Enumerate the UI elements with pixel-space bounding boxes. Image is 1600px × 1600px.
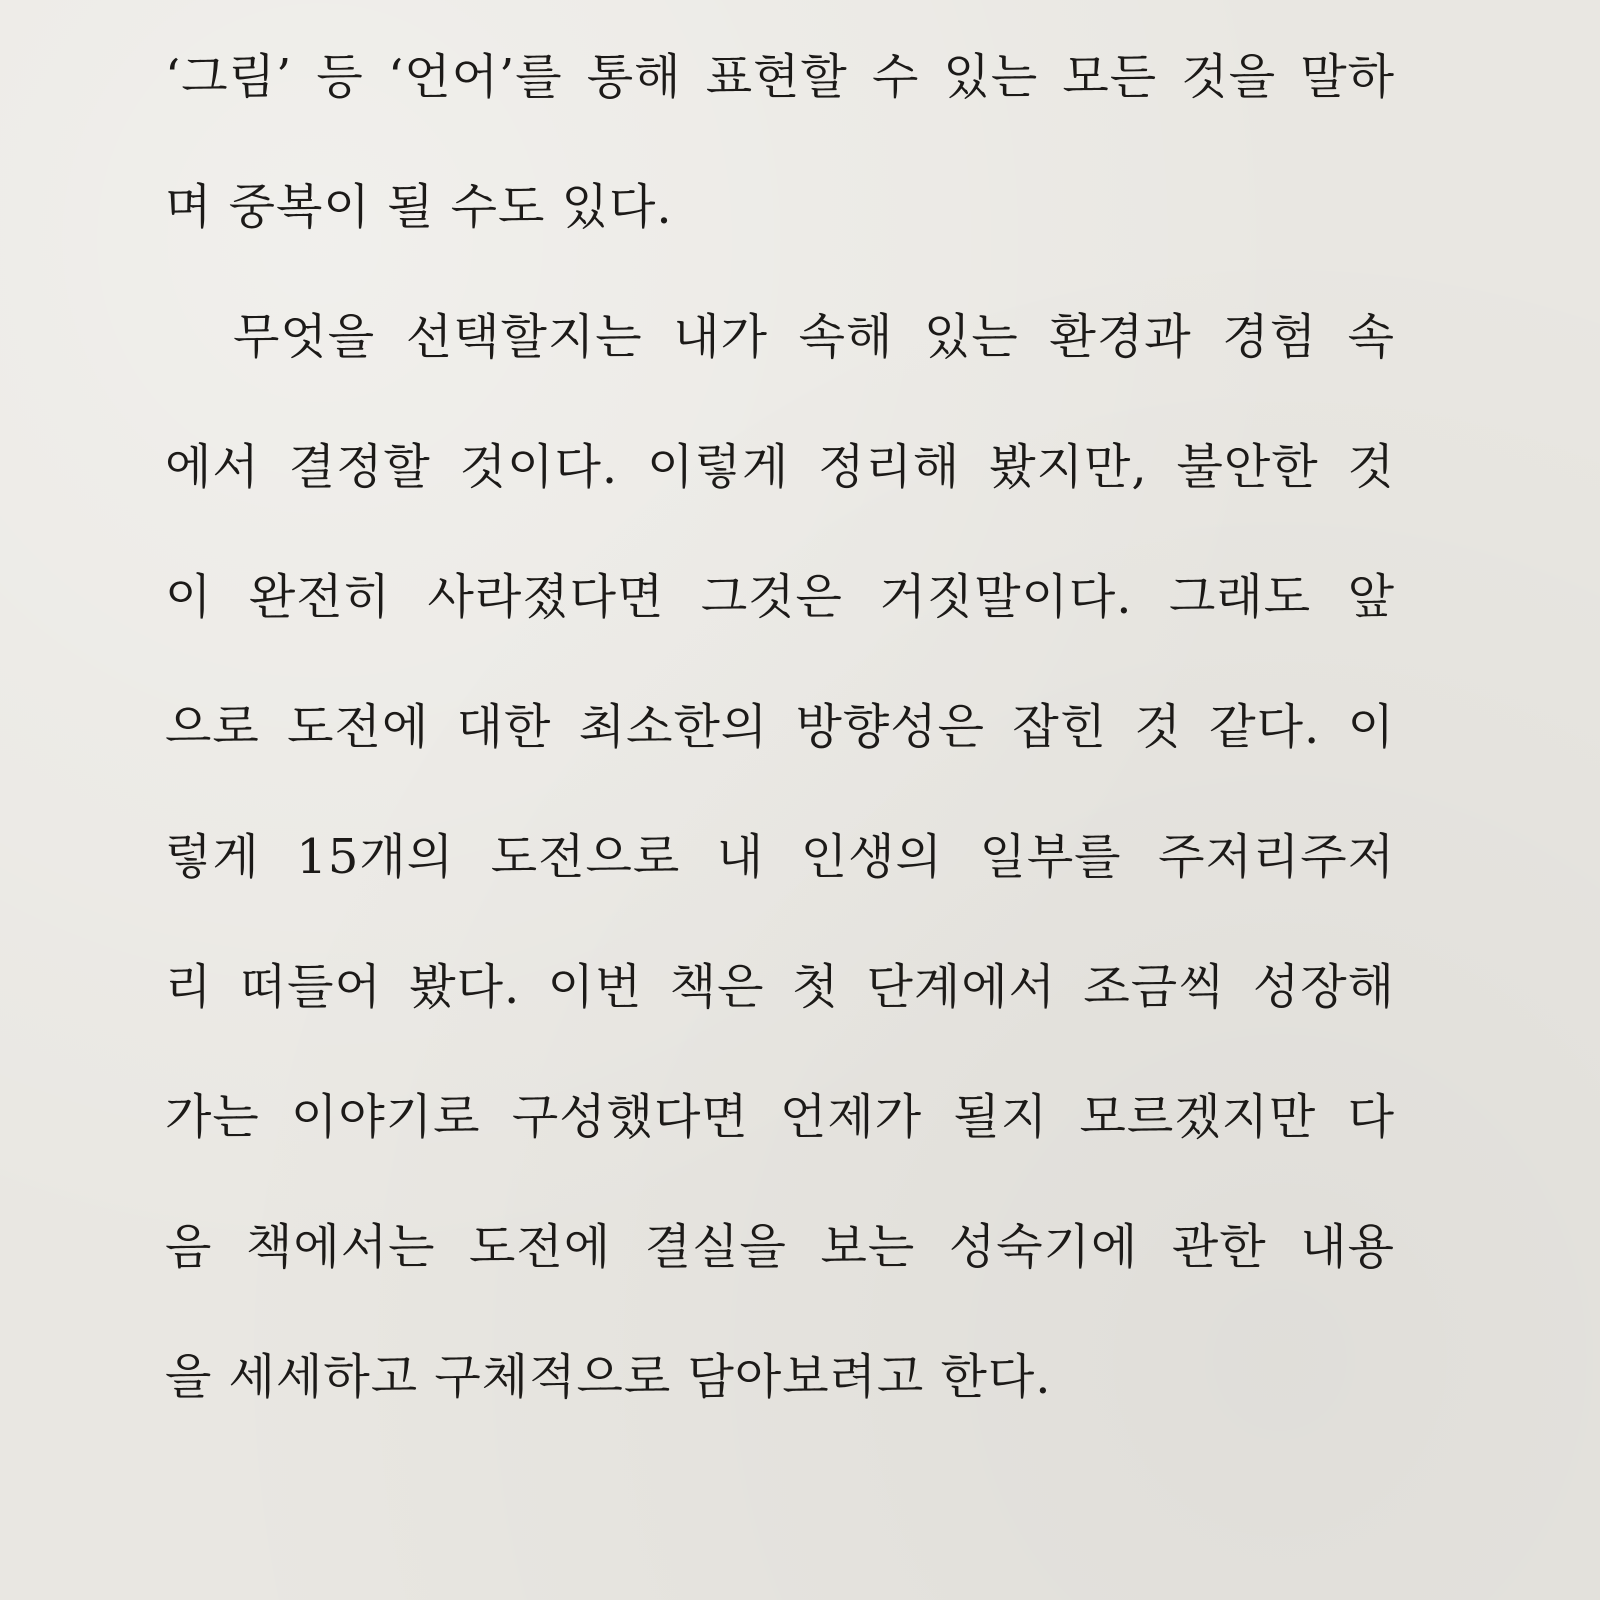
text-line-3: 무엇을 선택할지는 내가 속해 있는 환경과 경험 속 [233, 309, 1395, 365]
text-line-5: 이 완전히 사라졌다면 그것은 거짓말이다. 그래도 앞 [165, 569, 1395, 625]
text-line-8: 리 떠들어 봤다. 이번 책은 첫 단계에서 조금씩 성장해 [165, 959, 1395, 1015]
text-line-6: 으로 도전에 대한 최소한의 방향성은 잡힌 것 같다. 이 [165, 699, 1395, 755]
text-line-1: ‘그림’ 등 ‘언어’를 통해 표현할 수 있는 모든 것을 말하 [165, 49, 1395, 105]
body-text [165, 38, 1395, 1468]
text-line-11: 을 세세하고 구체적으로 담아보려고 한다. [165, 1349, 1052, 1405]
text-line-10: 음 책에서는 도전에 결실을 보는 성숙기에 관한 내용 [165, 1219, 1395, 1275]
text-line-4: 에서 결정할 것이다. 이렇게 정리해 봤지만, 불안한 것 [165, 439, 1395, 495]
text-line-2: 며 중복이 될 수도 있다. [165, 179, 673, 235]
text-line-7: 렇게 15개의 도전으로 내 인생의 일부를 주저리주저 [165, 829, 1395, 885]
text-line-9: 가는 이야기로 구성했다면 언제가 될지 모르겠지만 다 [165, 1089, 1395, 1145]
